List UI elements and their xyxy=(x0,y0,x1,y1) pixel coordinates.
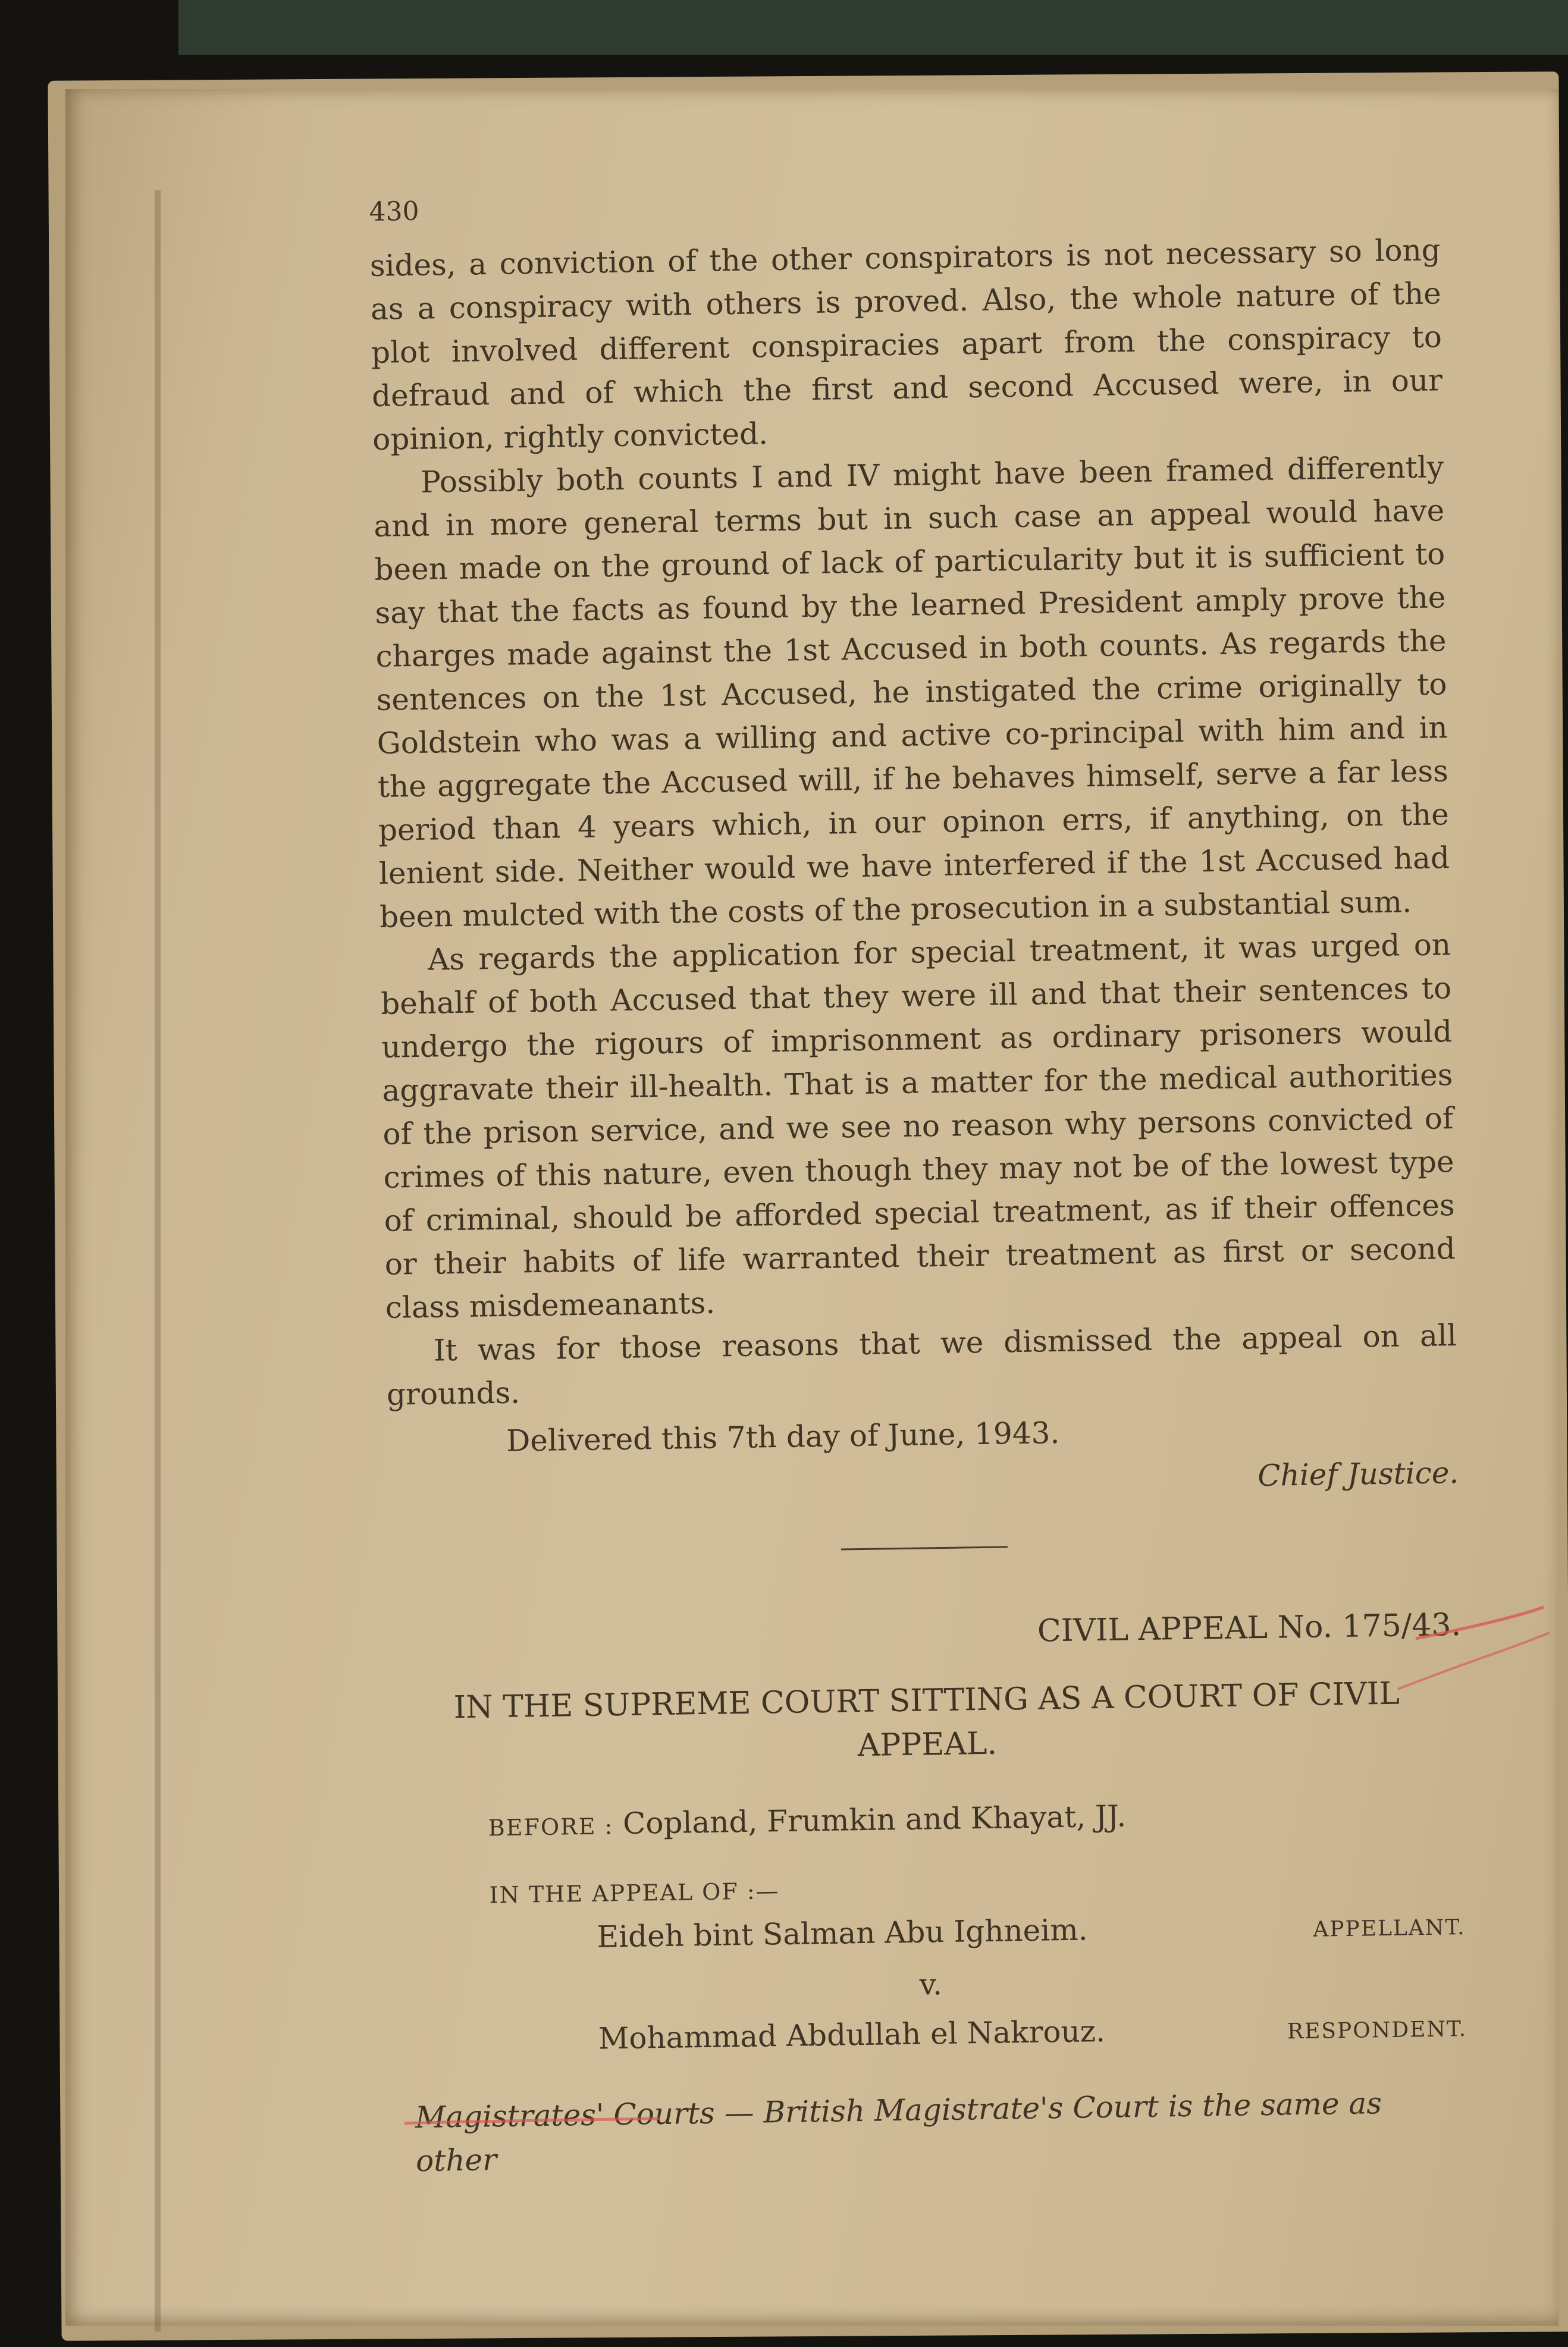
appellant-name: Eideh bint Salman Abu Ighneim. xyxy=(597,1912,1088,1954)
page-number: 430 xyxy=(369,196,419,227)
red-mark-appeal-number xyxy=(1416,1607,1544,1639)
respondent-role: RESPONDENT. xyxy=(1287,2016,1467,2044)
paragraph-3: As regards the application for special treatment, it was urged on behalf of both Accused that they were ill and that their sentences to undergo the rigours of imprisonment as ordinary prisoners would aggravate their ill-health. That is a matter for the medical authorities of the prison service, and we see no reason why persons convicted of crimes of this nature, even though they may not be of the lowest type of criminal, should be afforded special treatment, as if their offences or their habits of life warranted their treatment as first or second class misdemeanants. xyxy=(380,927,1456,1325)
paragraph-1: sides, a conviction of the other conspirators is not necessary so long as a conspiracy with others is proved. Also, the whole nature of the plot involved different conspiracies apart from the conspiracy to defraud and of which the first and second Accused were, in our opinion, rightly convicted. xyxy=(369,233,1443,457)
paragraph-2: Possibly both counts I and IV might have been framed differently and in more general terms but in such case an appeal would have been made on the ground of lack of particularity but it is sufficient to say that the facts as found by the learned President amply prove the charges made against the 1st Accused in both counts. As regards the sentences on the 1st Accused, he instigated the crime originally to Goldstein who was a willing and active co-principal with him and in the aggregate the Accused will, if he behaves himself, serve a far less period than 4 years which, in our opinon errs, if anything, on the lenient side. Neither would we have interfered if the 1st Accused had been mulcted with the costs of the prosecution in a substantial sum. xyxy=(373,450,1450,934)
versus-label: v. xyxy=(919,1967,943,2002)
civil-appeal-number: CIVIL APPEAL No. 175/43. xyxy=(1037,1607,1462,1649)
delivered-date: Delivered this 7th day of June, 1943. xyxy=(506,1416,1060,1458)
judges-names: Copland, Frumkin and Khayat, JJ. xyxy=(622,1799,1127,1841)
red-underline-headnote xyxy=(404,2119,660,2123)
appellant-role: APPELLANT. xyxy=(1313,1915,1466,1942)
before-label: BEFORE : xyxy=(488,1813,614,1841)
red-mark-court-heading xyxy=(1398,1633,1550,1689)
respondent-name: Mohammad Abdullah el Nakrouz. xyxy=(598,2013,1106,2056)
paragraph-4: It was for those reasons that we dismissed the appeal on all grounds. xyxy=(386,1318,1457,1412)
appeal-of-label: IN THE APPEAL OF :— xyxy=(489,1878,780,1909)
headnote: Magistrates' Courts — British Magistrate's Court is the same as other xyxy=(415,2086,1382,2179)
signature-chief-justice: Chief Justice. xyxy=(1257,1455,1459,1493)
court-heading: IN THE SUPREME COURT SITTING AS A COURT OF CIVIL APPEAL. xyxy=(453,1675,1400,1764)
